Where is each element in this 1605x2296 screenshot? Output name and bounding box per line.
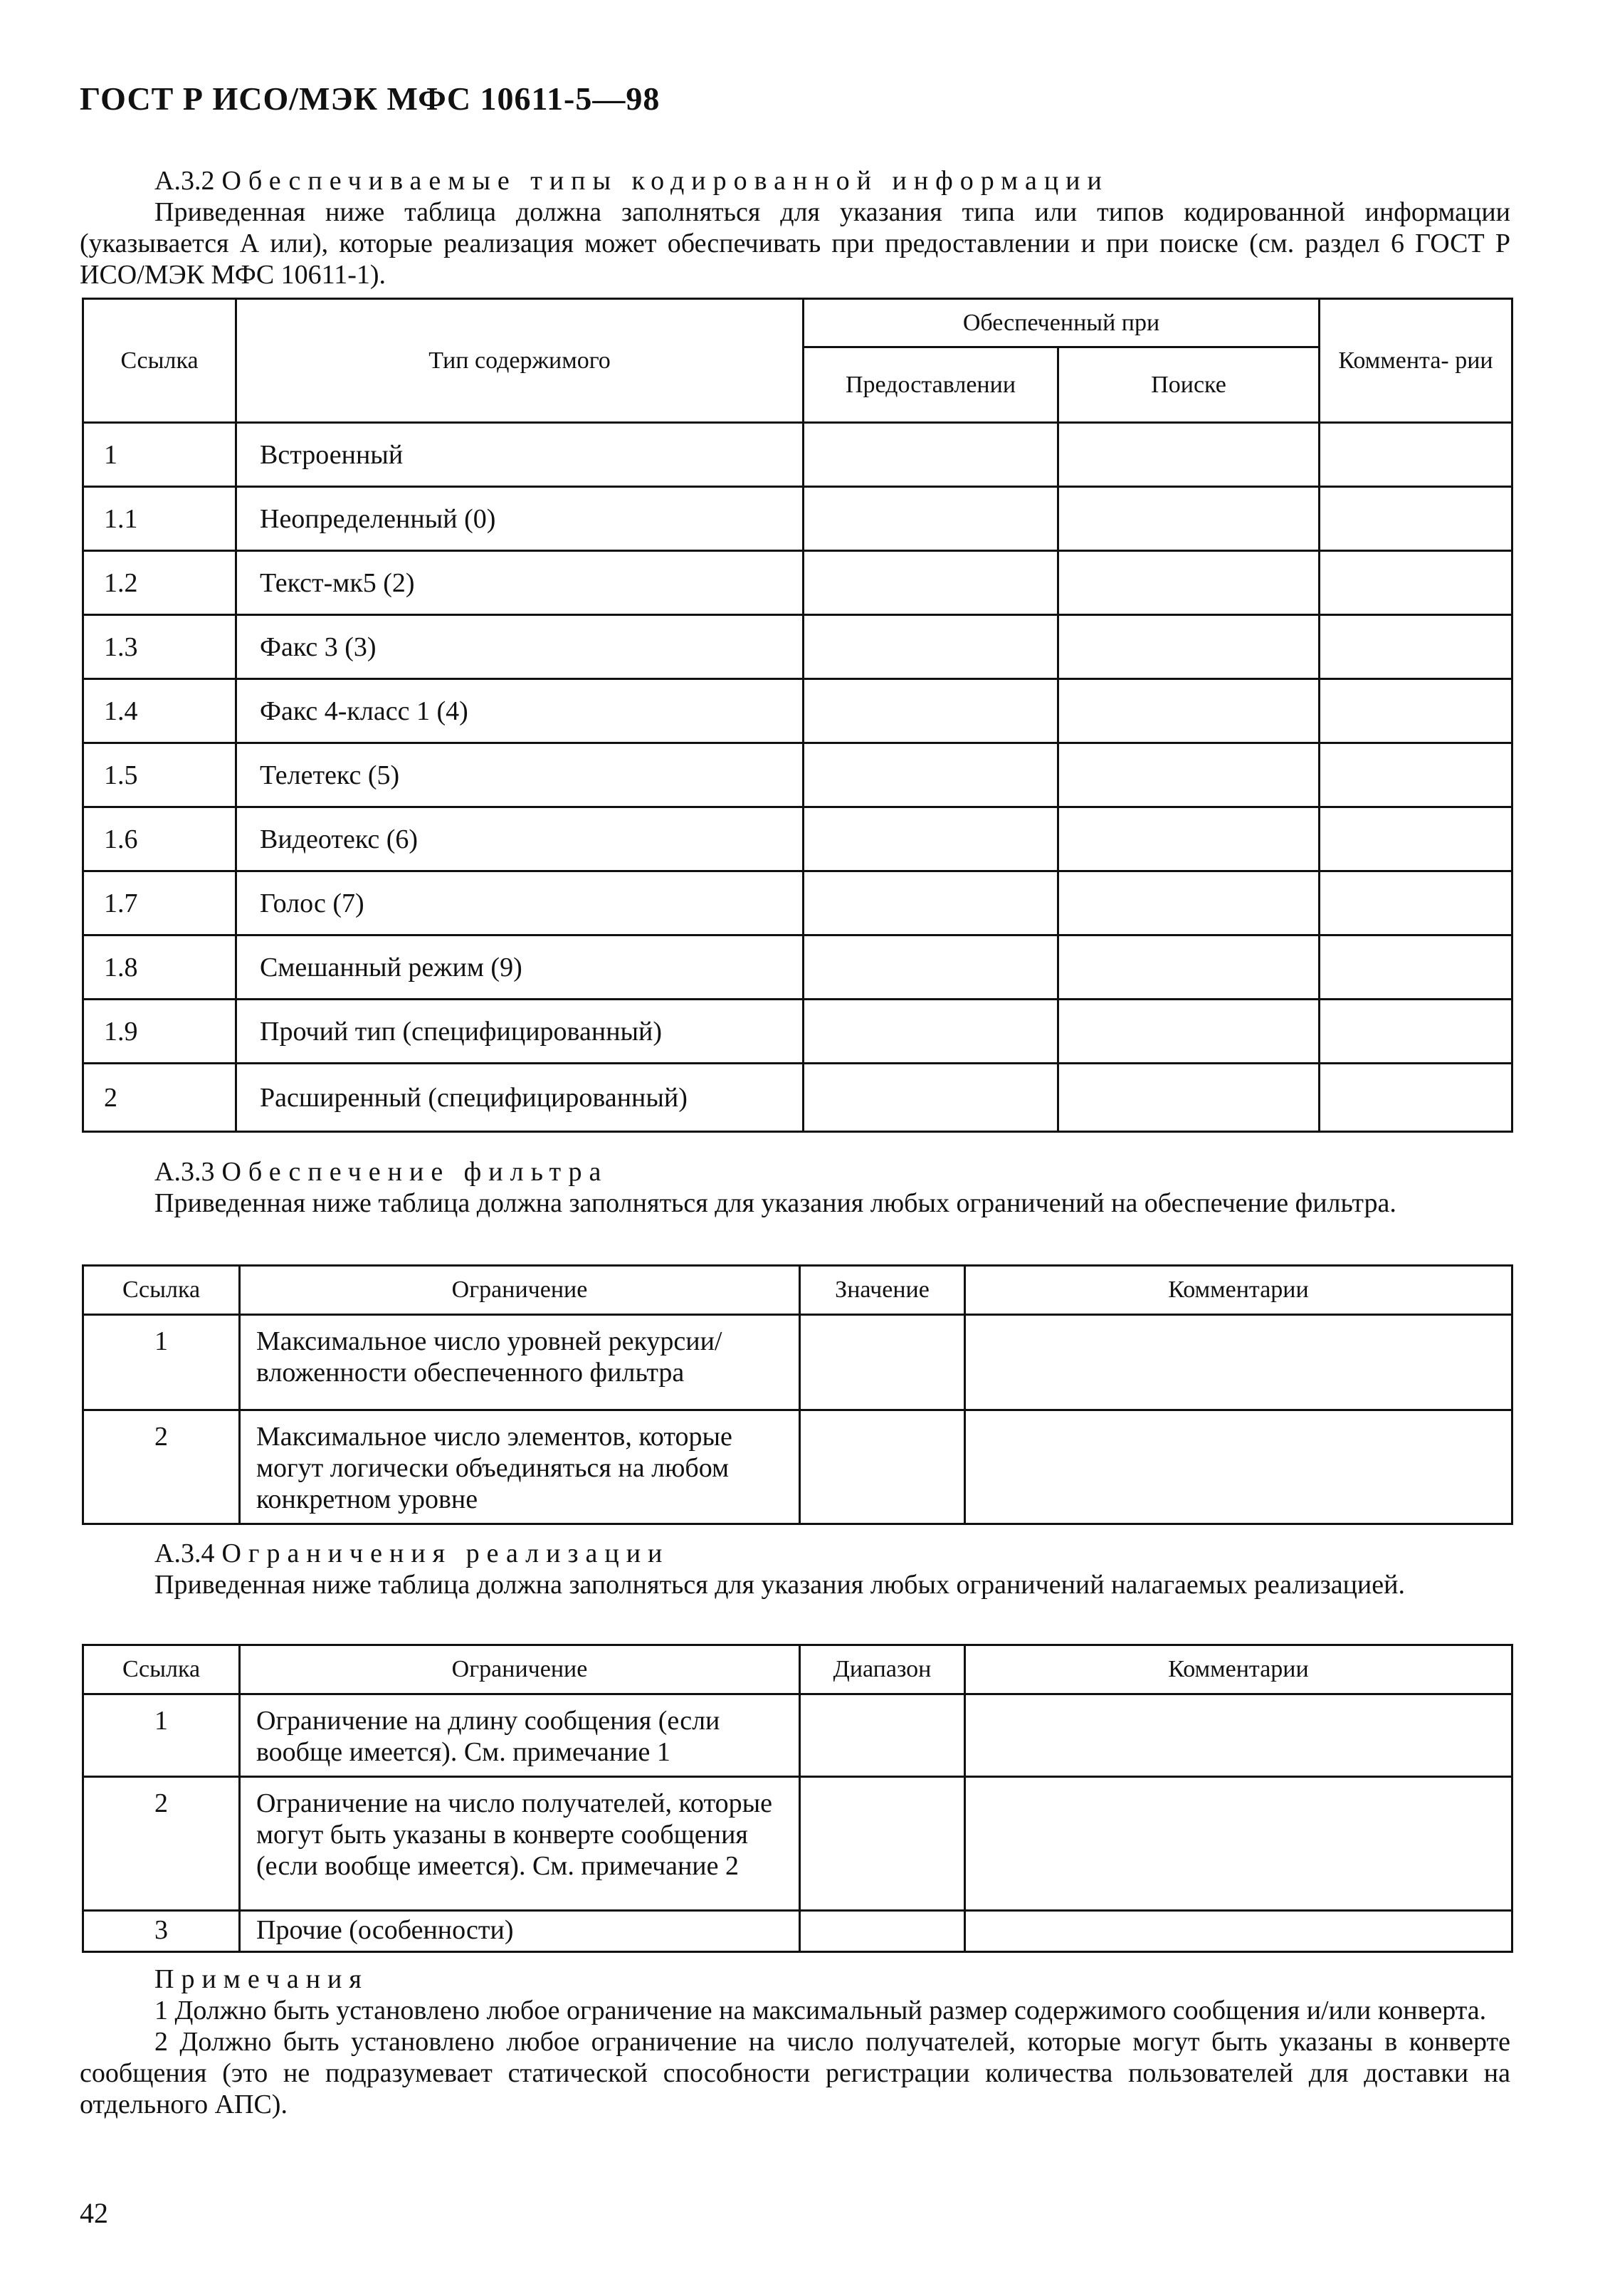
section-a33-body: Приведенная ниже таблица должна заполняться для указания любых ограничений на обеспечение фильтра. — [154, 1188, 1396, 1218]
col-header-ref: Ссылка — [83, 299, 236, 423]
note-1: 1 Должно быть установлено любое ограничение на максимальный размер содержимого сообщения и/или конверта. — [154, 1996, 1487, 2025]
table-row: 1.7 Голос (7) — [83, 871, 1512, 935]
section-a34 — [80, 1538, 1510, 1600]
col-header-ref: Ссылка — [83, 1645, 240, 1694]
table-row: 3 Прочие (особенности) — [83, 1911, 1512, 1952]
table-row: 1.5 Телетекс (5) — [83, 743, 1512, 807]
filter-support-table — [82, 1264, 1513, 1525]
content-types-table — [82, 298, 1513, 1133]
table-row: 1.9 Прочий тип (специфицированный) — [83, 1000, 1512, 1064]
section-a33 — [80, 1156, 1510, 1219]
col-header-ref: Ссылка — [83, 1266, 240, 1315]
table-row: 1 Ограничение на длину сообщения (если вообще имеется). См. примечание 1 — [83, 1694, 1512, 1777]
section-a32-body: Приведенная ниже таблица должна заполняться для указания типа или типов кодированной информации (указывается А или), которые реализация может обеспечивать при предоставлении и при поиске (см. раздел 6 ГОСТ Р ИСО/МЭК МФС 10611-1). — [80, 197, 1510, 290]
col-header-comments: Комментарии — [965, 1266, 1512, 1315]
implementation-limits-table — [82, 1644, 1513, 1953]
notes-title: Примечания — [154, 1964, 369, 1994]
col-header-content-type: Тип содержимого — [236, 299, 804, 423]
col-header-supported-at: Обеспеченный при — [804, 299, 1320, 347]
col-header-submission: Предоставлении — [804, 347, 1058, 423]
table-row: 1.2 Текст-мк5 (2) — [83, 551, 1512, 615]
section-a34-body: Приведенная ниже таблица должна заполняться для указания любых ограничений налагаемых реализацией. — [154, 1570, 1405, 1600]
table-row: 1.1 Неопределенный (0) — [83, 487, 1512, 551]
document-header: ГОСТ Р ИСО/МЭК МФС 10611-5—98 — [80, 80, 661, 117]
col-header-range: Диапазон — [800, 1645, 965, 1694]
table-row: 1.8 Смешанный режим (9) — [83, 935, 1512, 1000]
col-header-restriction: Ограничение — [240, 1266, 800, 1315]
section-a34-title: А.3.4 Ограничения реализации — [154, 1538, 670, 1568]
col-header-restriction: Ограничение — [240, 1645, 800, 1694]
note-2: 2 Должно быть установлено любое ограничение на число получателей, которые могут быть указаны в конверте сообщения (это не подразумевает статической способности регистрации количества пользователей для доставки на отдельного АПС). — [80, 2027, 1510, 2119]
col-header-comments: Комментарии — [965, 1645, 1512, 1694]
table-row: 1.3 Факс 3 (3) — [83, 615, 1512, 679]
page-number: 42 — [80, 2197, 108, 2229]
col-header-comments: Коммента- рии — [1320, 299, 1512, 423]
section-a32-title: А.3.2 Обеспечиваемые типы кодированной информации — [154, 166, 1109, 196]
table-row: 2 Расширенный (специфицированный) — [83, 1064, 1512, 1132]
table-row: 1.4 Факс 4-класс 1 (4) — [83, 679, 1512, 743]
section-a32 — [80, 165, 1510, 290]
table-row: 1 Максимальное число уровней рекурсии/ вложенности обеспеченного фильтра — [83, 1315, 1512, 1410]
table-row: 2 Ограничение на число получателей, которые могут быть указаны в конверте сообщения (если вообще имеется). См. примечание 2 — [83, 1777, 1512, 1911]
col-header-value: Значение — [800, 1266, 965, 1315]
section-a33-title: А.3.3 Обеспечение фильтра — [154, 1157, 609, 1187]
col-header-retrieval: Поиске — [1058, 347, 1320, 423]
notes — [80, 1964, 1510, 2120]
table-row: 1.6 Видеотекс (6) — [83, 807, 1512, 871]
table-row: 2 Максимальное число элементов, которые могут логически объединяться на любом конкретном уровне — [83, 1410, 1512, 1524]
table-row: 1 Встроенный — [83, 423, 1512, 487]
